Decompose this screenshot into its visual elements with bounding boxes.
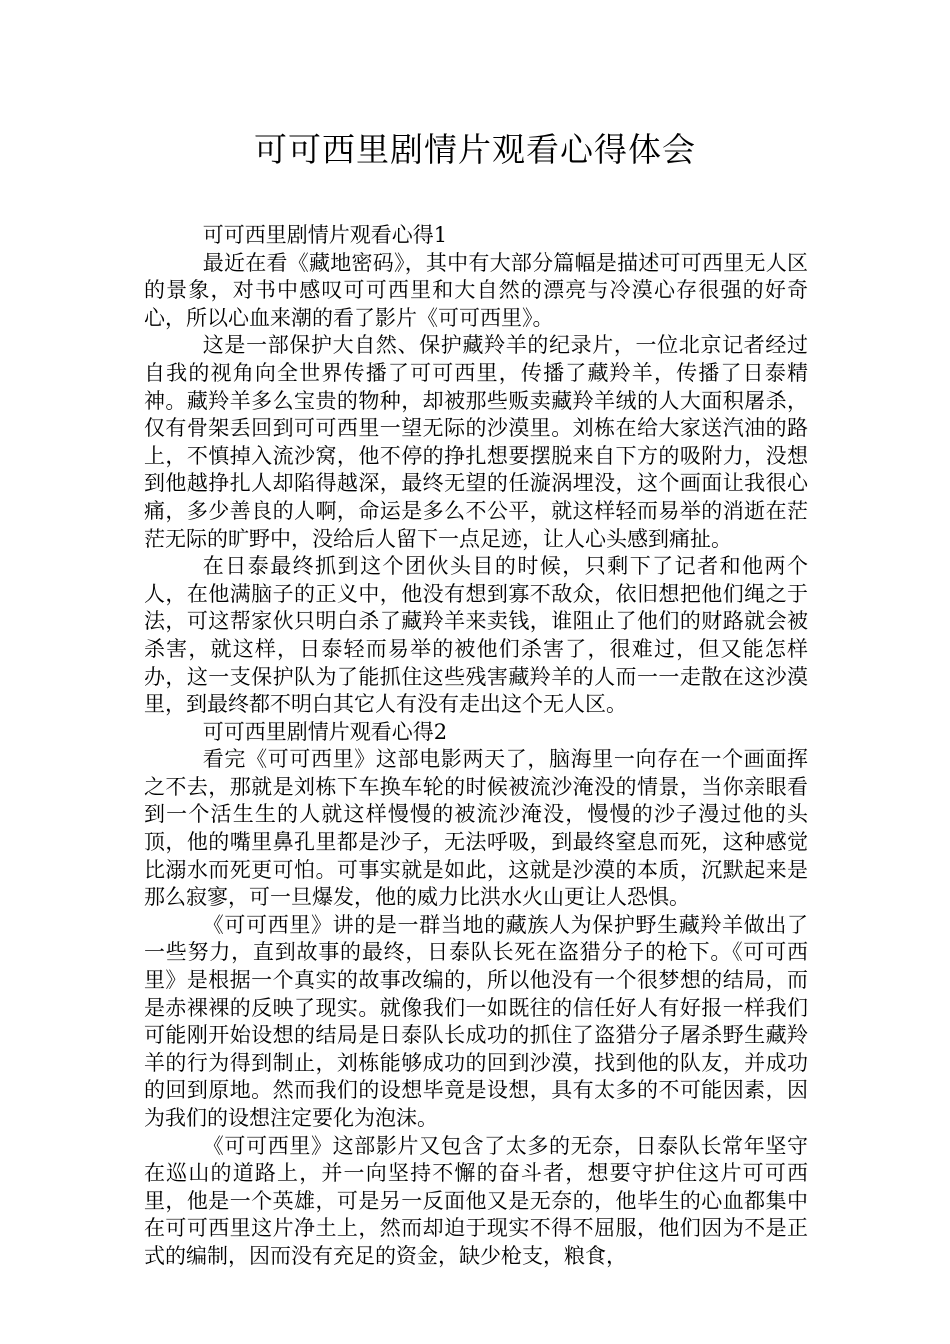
paragraph: 看完《可可西里》这部电影两天了，脑海里一向存在一个画面挥之不去，那就是刘栋下车换车轮的时候被流沙淹没的情景，当你亲眼看到一个活生生的人就这样慢慢的被流沙淹没，慢慢的沙子漫过他的头顶，他的嘴里鼻孔里都是沙子，无法呼吸，到最终窒息而死，这种感觉比溺水而死更可怕。可事实就是如此，这就是沙漠的本质，沉默起来是那么寂寥，可一旦爆发，他的威力比洪水火山更让人恐惧。 xyxy=(144,747,808,910)
paragraph: 《可可西里》这部影片又包含了太多的无奈，日泰队长常年坚守在巡山的道路上，并一向坚持不懈的奋斗者，想要守护住这片可可西里，他是一个英雄，可是另一反面他又是无奈的，他毕生的心血都集中在可可西里这片净土上，然而却迫于现实不得不屈服，他们因为不是正式的编制，因而没有充足的资金，缺少枪支，粮食， xyxy=(144,1133,808,1268)
paragraph: 《可可西里》讲的是一群当地的藏族人为保护野生藏羚羊做出了一些努力，直到故事的最终，日泰队长死在盗猎分子的枪下。《可可西里》是根据一个真实的故事改编的，所以他没有一个很梦想的结局，而是赤裸裸的反映了现实。就像我们一如既往的信任好人有好报一样我们可能刚开始设想的结局是日泰队长成功的抓住了盗猎分子屠杀野生藏羚羊的行为得到制止，刘栋能够成功的回到沙漠，找到他的队友，并成功的回到原地。然而我们的设想毕竟是设想，具有太多的不可能因素，因为我们的设想注定要化为泡沫。 xyxy=(144,912,808,1130)
paragraph: 这是一部保护大自然、保护藏羚羊的纪录片，一位北京记者经过自我的视角向全世界传播了可可西里，传播了藏羚羊，传播了日泰精神。藏羚羊多么宝贵的物种，却被那些贩卖藏羚羊绒的人大面积屠杀，仅有骨架丢回到可可西里一望无际的沙漠里。刘栋在给大家送汽油的路上，不慎掉入流沙窝，他不停的挣扎想要摆脱来自下方的吸附力，没想到他越挣扎人却陷得越深，最终无望的任漩涡埋没，这个画面让我很心痛，多少善良的人啊，命运是多么不公平，就这样轻而易举的消逝在茫茫无际的旷野中，没给后人留下一点足迹，让人心头感到痛扯。 xyxy=(144,333,808,551)
section-heading-2: 可可西里剧情片观看心得2 xyxy=(202,719,448,744)
document-title: 可可西里剧情片观看心得体会 xyxy=(254,130,696,169)
paragraph: 最近在看《藏地密码》，其中有大部分篇幅是描述可可西里无人区的景象，对书中感叹可可西里和大自然的漂亮与冷漠心存很强的好奇心，所以心血来潮的看了影片《可可西里》。 xyxy=(144,250,808,330)
section-heading-1: 可可西里剧情片观看心得1 xyxy=(202,223,448,247)
document-body xyxy=(144,222,808,1271)
paragraph: 在日泰最终抓到这个团伙头目的时候，只剩下了记者和他两个人，在他满脑子的正义中，他没有想到寡不敌众，依旧想把他们绳之于法，可这帮家伙只明白杀了藏羚羊来卖钱，谁阻止了他们的财路就会被杀害，就这样，日泰轻而易举的被他们杀害了，很难过，但又能怎样办，这一支保护队为了能抓住这些残害藏羚羊的人而一一走散在这沙漠里，到最终都不明白其它人有没有走出这个无人区。 xyxy=(144,554,808,717)
